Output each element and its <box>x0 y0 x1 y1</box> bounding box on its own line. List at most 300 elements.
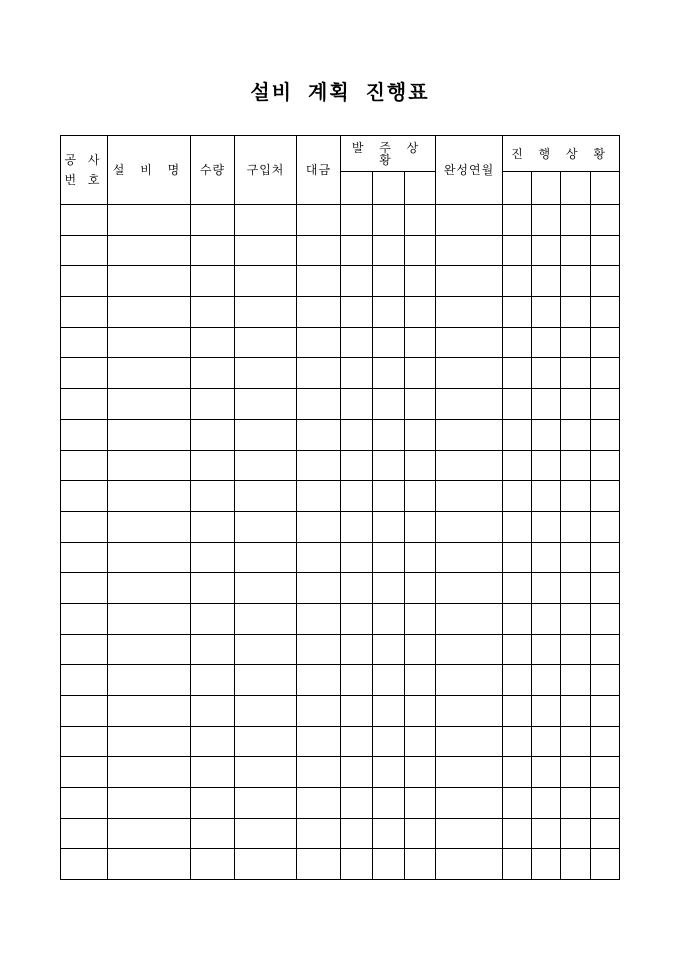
cell-price[interactable] <box>297 235 341 266</box>
cell-quantity[interactable] <box>191 726 235 757</box>
cell-progress-status[interactable] <box>561 818 591 849</box>
cell-price[interactable] <box>297 788 341 819</box>
cell-progress-status[interactable] <box>561 665 591 696</box>
cell-order-status[interactable] <box>341 665 373 696</box>
table-row <box>61 266 620 297</box>
cell-progress-status[interactable] <box>532 757 561 788</box>
cell-order-status[interactable] <box>405 205 436 236</box>
cell-construction-no[interactable] <box>61 205 108 236</box>
cell-completion-date[interactable] <box>436 603 503 634</box>
cell-order-status[interactable] <box>341 603 373 634</box>
order-status-subcell[interactable] <box>373 172 405 205</box>
cell-progress-status[interactable] <box>561 696 591 727</box>
cell-progress-status[interactable] <box>591 450 620 481</box>
cell-order-status[interactable] <box>341 266 373 297</box>
cell-quantity[interactable] <box>191 266 235 297</box>
cell-equipment-name[interactable] <box>108 297 191 328</box>
cell-equipment-name[interactable] <box>108 818 191 849</box>
cell-supplier[interactable] <box>235 849 297 880</box>
cell-order-status[interactable] <box>341 634 373 665</box>
cell-order-status[interactable] <box>405 788 436 819</box>
cell-order-status[interactable] <box>373 327 405 358</box>
cell-order-status[interactable] <box>405 389 436 420</box>
cell-order-status[interactable] <box>373 542 405 573</box>
cell-equipment-name[interactable] <box>108 358 191 389</box>
cell-price[interactable] <box>297 634 341 665</box>
progress-status-subcell[interactable] <box>532 172 561 205</box>
cell-equipment-name[interactable] <box>108 696 191 727</box>
cell-completion-date[interactable] <box>436 696 503 727</box>
cell-construction-no[interactable] <box>61 389 108 420</box>
cell-progress-status[interactable] <box>503 327 532 358</box>
cell-progress-status[interactable] <box>532 542 561 573</box>
cell-equipment-name[interactable] <box>108 450 191 481</box>
cell-supplier[interactable] <box>235 511 297 542</box>
cell-order-status[interactable] <box>405 511 436 542</box>
cell-completion-date[interactable] <box>436 235 503 266</box>
cell-equipment-name[interactable] <box>108 573 191 604</box>
cell-supplier[interactable] <box>235 358 297 389</box>
cell-supplier[interactable] <box>235 788 297 819</box>
cell-order-status[interactable] <box>405 419 436 450</box>
cell-order-status[interactable] <box>373 788 405 819</box>
cell-order-status[interactable] <box>405 634 436 665</box>
cell-progress-status[interactable] <box>503 389 532 420</box>
cell-progress-status[interactable] <box>503 757 532 788</box>
cell-progress-status[interactable] <box>503 665 532 696</box>
cell-progress-status[interactable] <box>532 634 561 665</box>
cell-quantity[interactable] <box>191 849 235 880</box>
cell-supplier[interactable] <box>235 297 297 328</box>
cell-progress-status[interactable] <box>561 450 591 481</box>
cell-order-status[interactable] <box>341 818 373 849</box>
cell-progress-status[interactable] <box>561 266 591 297</box>
cell-price[interactable] <box>297 511 341 542</box>
cell-order-status[interactable] <box>341 419 373 450</box>
cell-equipment-name[interactable] <box>108 603 191 634</box>
cell-progress-status[interactable] <box>532 726 561 757</box>
cell-supplier[interactable] <box>235 726 297 757</box>
cell-price[interactable] <box>297 419 341 450</box>
cell-quantity[interactable] <box>191 603 235 634</box>
cell-progress-status[interactable] <box>591 757 620 788</box>
cell-price[interactable] <box>297 696 341 727</box>
cell-progress-status[interactable] <box>561 542 591 573</box>
cell-progress-status[interactable] <box>503 297 532 328</box>
cell-order-status[interactable] <box>405 358 436 389</box>
cell-progress-status[interactable] <box>532 266 561 297</box>
cell-progress-status[interactable] <box>561 634 591 665</box>
cell-order-status[interactable] <box>405 297 436 328</box>
cell-construction-no[interactable] <box>61 696 108 727</box>
cell-supplier[interactable] <box>235 696 297 727</box>
cell-order-status[interactable] <box>341 235 373 266</box>
order-status-subcell[interactable] <box>341 172 373 205</box>
cell-completion-date[interactable] <box>436 481 503 512</box>
cell-completion-date[interactable] <box>436 757 503 788</box>
cell-supplier[interactable] <box>235 818 297 849</box>
cell-progress-status[interactable] <box>532 573 561 604</box>
cell-progress-status[interactable] <box>591 235 620 266</box>
cell-order-status[interactable] <box>341 573 373 604</box>
cell-progress-status[interactable] <box>532 849 561 880</box>
cell-completion-date[interactable] <box>436 205 503 236</box>
cell-quantity[interactable] <box>191 696 235 727</box>
cell-supplier[interactable] <box>235 634 297 665</box>
cell-order-status[interactable] <box>405 481 436 512</box>
cell-quantity[interactable] <box>191 542 235 573</box>
cell-progress-status[interactable] <box>503 726 532 757</box>
order-status-subcell[interactable] <box>405 172 436 205</box>
cell-progress-status[interactable] <box>503 450 532 481</box>
cell-order-status[interactable] <box>341 757 373 788</box>
cell-progress-status[interactable] <box>561 481 591 512</box>
cell-progress-status[interactable] <box>503 696 532 727</box>
cell-progress-status[interactable] <box>503 266 532 297</box>
cell-completion-date[interactable] <box>436 450 503 481</box>
cell-progress-status[interactable] <box>503 818 532 849</box>
cell-construction-no[interactable] <box>61 358 108 389</box>
cell-progress-status[interactable] <box>532 327 561 358</box>
cell-progress-status[interactable] <box>503 573 532 604</box>
cell-progress-status[interactable] <box>503 205 532 236</box>
cell-progress-status[interactable] <box>503 788 532 819</box>
cell-supplier[interactable] <box>235 450 297 481</box>
cell-quantity[interactable] <box>191 818 235 849</box>
cell-progress-status[interactable] <box>532 450 561 481</box>
cell-order-status[interactable] <box>341 450 373 481</box>
cell-supplier[interactable] <box>235 542 297 573</box>
cell-supplier[interactable] <box>235 389 297 420</box>
cell-order-status[interactable] <box>373 511 405 542</box>
cell-equipment-name[interactable] <box>108 266 191 297</box>
cell-progress-status[interactable] <box>503 235 532 266</box>
cell-construction-no[interactable] <box>61 726 108 757</box>
cell-order-status[interactable] <box>341 358 373 389</box>
cell-completion-date[interactable] <box>436 788 503 819</box>
cell-construction-no[interactable] <box>61 481 108 512</box>
header-construction-no-line2: 번 호 <box>64 173 104 187</box>
cell-quantity[interactable] <box>191 297 235 328</box>
cell-order-status[interactable] <box>373 573 405 604</box>
cell-progress-status[interactable] <box>591 389 620 420</box>
cell-order-status[interactable] <box>405 573 436 604</box>
cell-completion-date[interactable] <box>436 665 503 696</box>
cell-progress-status[interactable] <box>591 205 620 236</box>
cell-quantity[interactable] <box>191 205 235 236</box>
cell-equipment-name[interactable] <box>108 327 191 358</box>
cell-equipment-name[interactable] <box>108 511 191 542</box>
cell-construction-no[interactable] <box>61 757 108 788</box>
cell-progress-status[interactable] <box>532 235 561 266</box>
cell-progress-status[interactable] <box>561 327 591 358</box>
cell-progress-status[interactable] <box>561 849 591 880</box>
table-row <box>61 849 620 880</box>
cell-completion-date[interactable] <box>436 358 503 389</box>
cell-quantity[interactable] <box>191 757 235 788</box>
cell-order-status[interactable] <box>373 450 405 481</box>
cell-price[interactable] <box>297 327 341 358</box>
cell-order-status[interactable] <box>373 235 405 266</box>
cell-order-status[interactable] <box>373 205 405 236</box>
cell-quantity[interactable] <box>191 419 235 450</box>
cell-price[interactable] <box>297 297 341 328</box>
cell-equipment-name[interactable] <box>108 634 191 665</box>
cell-order-status[interactable] <box>405 696 436 727</box>
cell-price[interactable] <box>297 818 341 849</box>
cell-construction-no[interactable] <box>61 450 108 481</box>
cell-equipment-name[interactable] <box>108 235 191 266</box>
cell-progress-status[interactable] <box>591 726 620 757</box>
cell-progress-status[interactable] <box>532 665 561 696</box>
cell-order-status[interactable] <box>405 818 436 849</box>
cell-progress-status[interactable] <box>532 788 561 819</box>
cell-progress-status[interactable] <box>532 818 561 849</box>
cell-order-status[interactable] <box>341 389 373 420</box>
header-progress-status <box>503 136 620 172</box>
cell-progress-status[interactable] <box>591 419 620 450</box>
cell-quantity[interactable] <box>191 634 235 665</box>
cell-equipment-name[interactable] <box>108 389 191 420</box>
cell-progress-status[interactable] <box>591 327 620 358</box>
cell-construction-no[interactable] <box>61 573 108 604</box>
cell-supplier[interactable] <box>235 481 297 512</box>
table-row <box>61 235 620 266</box>
cell-progress-status[interactable] <box>561 297 591 328</box>
cell-order-status[interactable] <box>341 696 373 727</box>
cell-progress-status[interactable] <box>561 358 591 389</box>
cell-construction-no[interactable] <box>61 665 108 696</box>
cell-quantity[interactable] <box>191 389 235 420</box>
cell-construction-no[interactable] <box>61 818 108 849</box>
cell-progress-status[interactable] <box>532 358 561 389</box>
cell-order-status[interactable] <box>373 297 405 328</box>
cell-progress-status[interactable] <box>503 419 532 450</box>
cell-order-status[interactable] <box>373 726 405 757</box>
cell-price[interactable] <box>297 358 341 389</box>
cell-quantity[interactable] <box>191 358 235 389</box>
cell-quantity[interactable] <box>191 788 235 819</box>
table-row <box>61 818 620 849</box>
cell-order-status[interactable] <box>405 327 436 358</box>
cell-completion-date[interactable] <box>436 818 503 849</box>
cell-order-status[interactable] <box>341 205 373 236</box>
cell-order-status[interactable] <box>341 542 373 573</box>
cell-progress-status[interactable] <box>591 818 620 849</box>
cell-price[interactable] <box>297 573 341 604</box>
cell-order-status[interactable] <box>341 327 373 358</box>
cell-supplier[interactable] <box>235 665 297 696</box>
cell-completion-date[interactable] <box>436 327 503 358</box>
cell-progress-status[interactable] <box>532 696 561 727</box>
cell-order-status[interactable] <box>405 757 436 788</box>
cell-quantity[interactable] <box>191 573 235 604</box>
cell-order-status[interactable] <box>373 696 405 727</box>
cell-progress-status[interactable] <box>503 603 532 634</box>
cell-construction-no[interactable] <box>61 603 108 634</box>
cell-progress-status[interactable] <box>591 634 620 665</box>
cell-completion-date[interactable] <box>436 634 503 665</box>
progress-status-subcell[interactable] <box>591 172 620 205</box>
cell-completion-date[interactable] <box>436 542 503 573</box>
cell-progress-status[interactable] <box>561 573 591 604</box>
cell-completion-date[interactable] <box>436 511 503 542</box>
cell-progress-status[interactable] <box>503 542 532 573</box>
cell-construction-no[interactable] <box>61 542 108 573</box>
cell-progress-status[interactable] <box>591 297 620 328</box>
cell-completion-date[interactable] <box>436 573 503 604</box>
cell-order-status[interactable] <box>341 511 373 542</box>
cell-price[interactable] <box>297 757 341 788</box>
cell-progress-status[interactable] <box>503 481 532 512</box>
cell-construction-no[interactable] <box>61 849 108 880</box>
cell-progress-status[interactable] <box>532 419 561 450</box>
cell-order-status[interactable] <box>405 235 436 266</box>
cell-equipment-name[interactable] <box>108 542 191 573</box>
cell-progress-status[interactable] <box>561 788 591 819</box>
cell-order-status[interactable] <box>341 726 373 757</box>
cell-completion-date[interactable] <box>436 297 503 328</box>
cell-construction-no[interactable] <box>61 634 108 665</box>
cell-price[interactable] <box>297 266 341 297</box>
cell-order-status[interactable] <box>405 849 436 880</box>
cell-progress-status[interactable] <box>561 419 591 450</box>
cell-price[interactable] <box>297 481 341 512</box>
cell-completion-date[interactable] <box>436 849 503 880</box>
cell-price[interactable] <box>297 849 341 880</box>
cell-progress-status[interactable] <box>503 358 532 389</box>
cell-equipment-name[interactable] <box>108 788 191 819</box>
cell-progress-status[interactable] <box>591 696 620 727</box>
cell-equipment-name[interactable] <box>108 419 191 450</box>
cell-price[interactable] <box>297 450 341 481</box>
cell-progress-status[interactable] <box>591 665 620 696</box>
cell-order-status[interactable] <box>341 788 373 819</box>
cell-progress-status[interactable] <box>532 481 561 512</box>
cell-construction-no[interactable] <box>61 327 108 358</box>
cell-quantity[interactable] <box>191 481 235 512</box>
progress-status-subcell[interactable] <box>503 172 532 205</box>
cell-progress-status[interactable] <box>561 603 591 634</box>
cell-order-status[interactable] <box>373 634 405 665</box>
cell-order-status[interactable] <box>405 450 436 481</box>
cell-progress-status[interactable] <box>561 726 591 757</box>
cell-progress-status[interactable] <box>591 481 620 512</box>
cell-construction-no[interactable] <box>61 235 108 266</box>
cell-construction-no[interactable] <box>61 266 108 297</box>
cell-quantity[interactable] <box>191 235 235 266</box>
cell-quantity[interactable] <box>191 450 235 481</box>
cell-progress-status[interactable] <box>591 266 620 297</box>
cell-progress-status[interactable] <box>591 511 620 542</box>
cell-order-status[interactable] <box>373 818 405 849</box>
cell-progress-status[interactable] <box>561 235 591 266</box>
cell-order-status[interactable] <box>341 849 373 880</box>
cell-progress-status[interactable] <box>591 358 620 389</box>
cell-price[interactable] <box>297 726 341 757</box>
cell-equipment-name[interactable] <box>108 205 191 236</box>
cell-construction-no[interactable] <box>61 511 108 542</box>
cell-order-status[interactable] <box>373 603 405 634</box>
cell-equipment-name[interactable] <box>108 481 191 512</box>
cell-supplier[interactable] <box>235 757 297 788</box>
cell-progress-status[interactable] <box>591 788 620 819</box>
cell-progress-status[interactable] <box>591 603 620 634</box>
cell-equipment-name[interactable] <box>108 726 191 757</box>
cell-completion-date[interactable] <box>436 266 503 297</box>
cell-order-status[interactable] <box>405 726 436 757</box>
cell-order-status[interactable] <box>405 542 436 573</box>
cell-order-status[interactable] <box>373 419 405 450</box>
cell-progress-status[interactable] <box>532 389 561 420</box>
cell-supplier[interactable] <box>235 266 297 297</box>
cell-order-status[interactable] <box>405 665 436 696</box>
cell-supplier[interactable] <box>235 419 297 450</box>
cell-construction-no[interactable] <box>61 788 108 819</box>
cell-progress-status[interactable] <box>503 634 532 665</box>
cell-price[interactable] <box>297 603 341 634</box>
cell-price[interactable] <box>297 205 341 236</box>
cell-construction-no[interactable] <box>61 297 108 328</box>
cell-order-status[interactable] <box>405 266 436 297</box>
cell-price[interactable] <box>297 542 341 573</box>
cell-construction-no[interactable] <box>61 419 108 450</box>
cell-price[interactable] <box>297 389 341 420</box>
cell-progress-status[interactable] <box>591 542 620 573</box>
cell-equipment-name[interactable] <box>108 665 191 696</box>
cell-progress-status[interactable] <box>561 389 591 420</box>
table-row <box>61 573 620 604</box>
cell-completion-date[interactable] <box>436 419 503 450</box>
cell-order-status[interactable] <box>373 849 405 880</box>
progress-status-subcell[interactable] <box>561 172 591 205</box>
cell-progress-status[interactable] <box>532 297 561 328</box>
cell-progress-status[interactable] <box>591 573 620 604</box>
cell-progress-status[interactable] <box>503 511 532 542</box>
cell-order-status[interactable] <box>373 757 405 788</box>
cell-equipment-name[interactable] <box>108 849 191 880</box>
cell-progress-status[interactable] <box>561 757 591 788</box>
cell-equipment-name[interactable] <box>108 757 191 788</box>
cell-order-status[interactable] <box>341 297 373 328</box>
cell-quantity[interactable] <box>191 511 235 542</box>
cell-order-status[interactable] <box>373 389 405 420</box>
cell-progress-status[interactable] <box>561 511 591 542</box>
cell-order-status[interactable] <box>373 481 405 512</box>
cell-progress-status[interactable] <box>532 205 561 236</box>
cell-quantity[interactable] <box>191 327 235 358</box>
cell-order-status[interactable] <box>373 665 405 696</box>
cell-supplier[interactable] <box>235 327 297 358</box>
cell-order-status[interactable] <box>405 603 436 634</box>
cell-supplier[interactable] <box>235 573 297 604</box>
cell-completion-date[interactable] <box>436 726 503 757</box>
cell-order-status[interactable] <box>373 358 405 389</box>
cell-progress-status[interactable] <box>532 511 561 542</box>
cell-supplier[interactable] <box>235 205 297 236</box>
cell-progress-status[interactable] <box>532 603 561 634</box>
cell-supplier[interactable] <box>235 603 297 634</box>
cell-order-status[interactable] <box>341 481 373 512</box>
cell-supplier[interactable] <box>235 235 297 266</box>
cell-price[interactable] <box>297 665 341 696</box>
cell-quantity[interactable] <box>191 665 235 696</box>
cell-progress-status[interactable] <box>591 849 620 880</box>
cell-progress-status[interactable] <box>503 849 532 880</box>
cell-progress-status[interactable] <box>561 205 591 236</box>
cell-order-status[interactable] <box>373 266 405 297</box>
cell-completion-date[interactable] <box>436 389 503 420</box>
